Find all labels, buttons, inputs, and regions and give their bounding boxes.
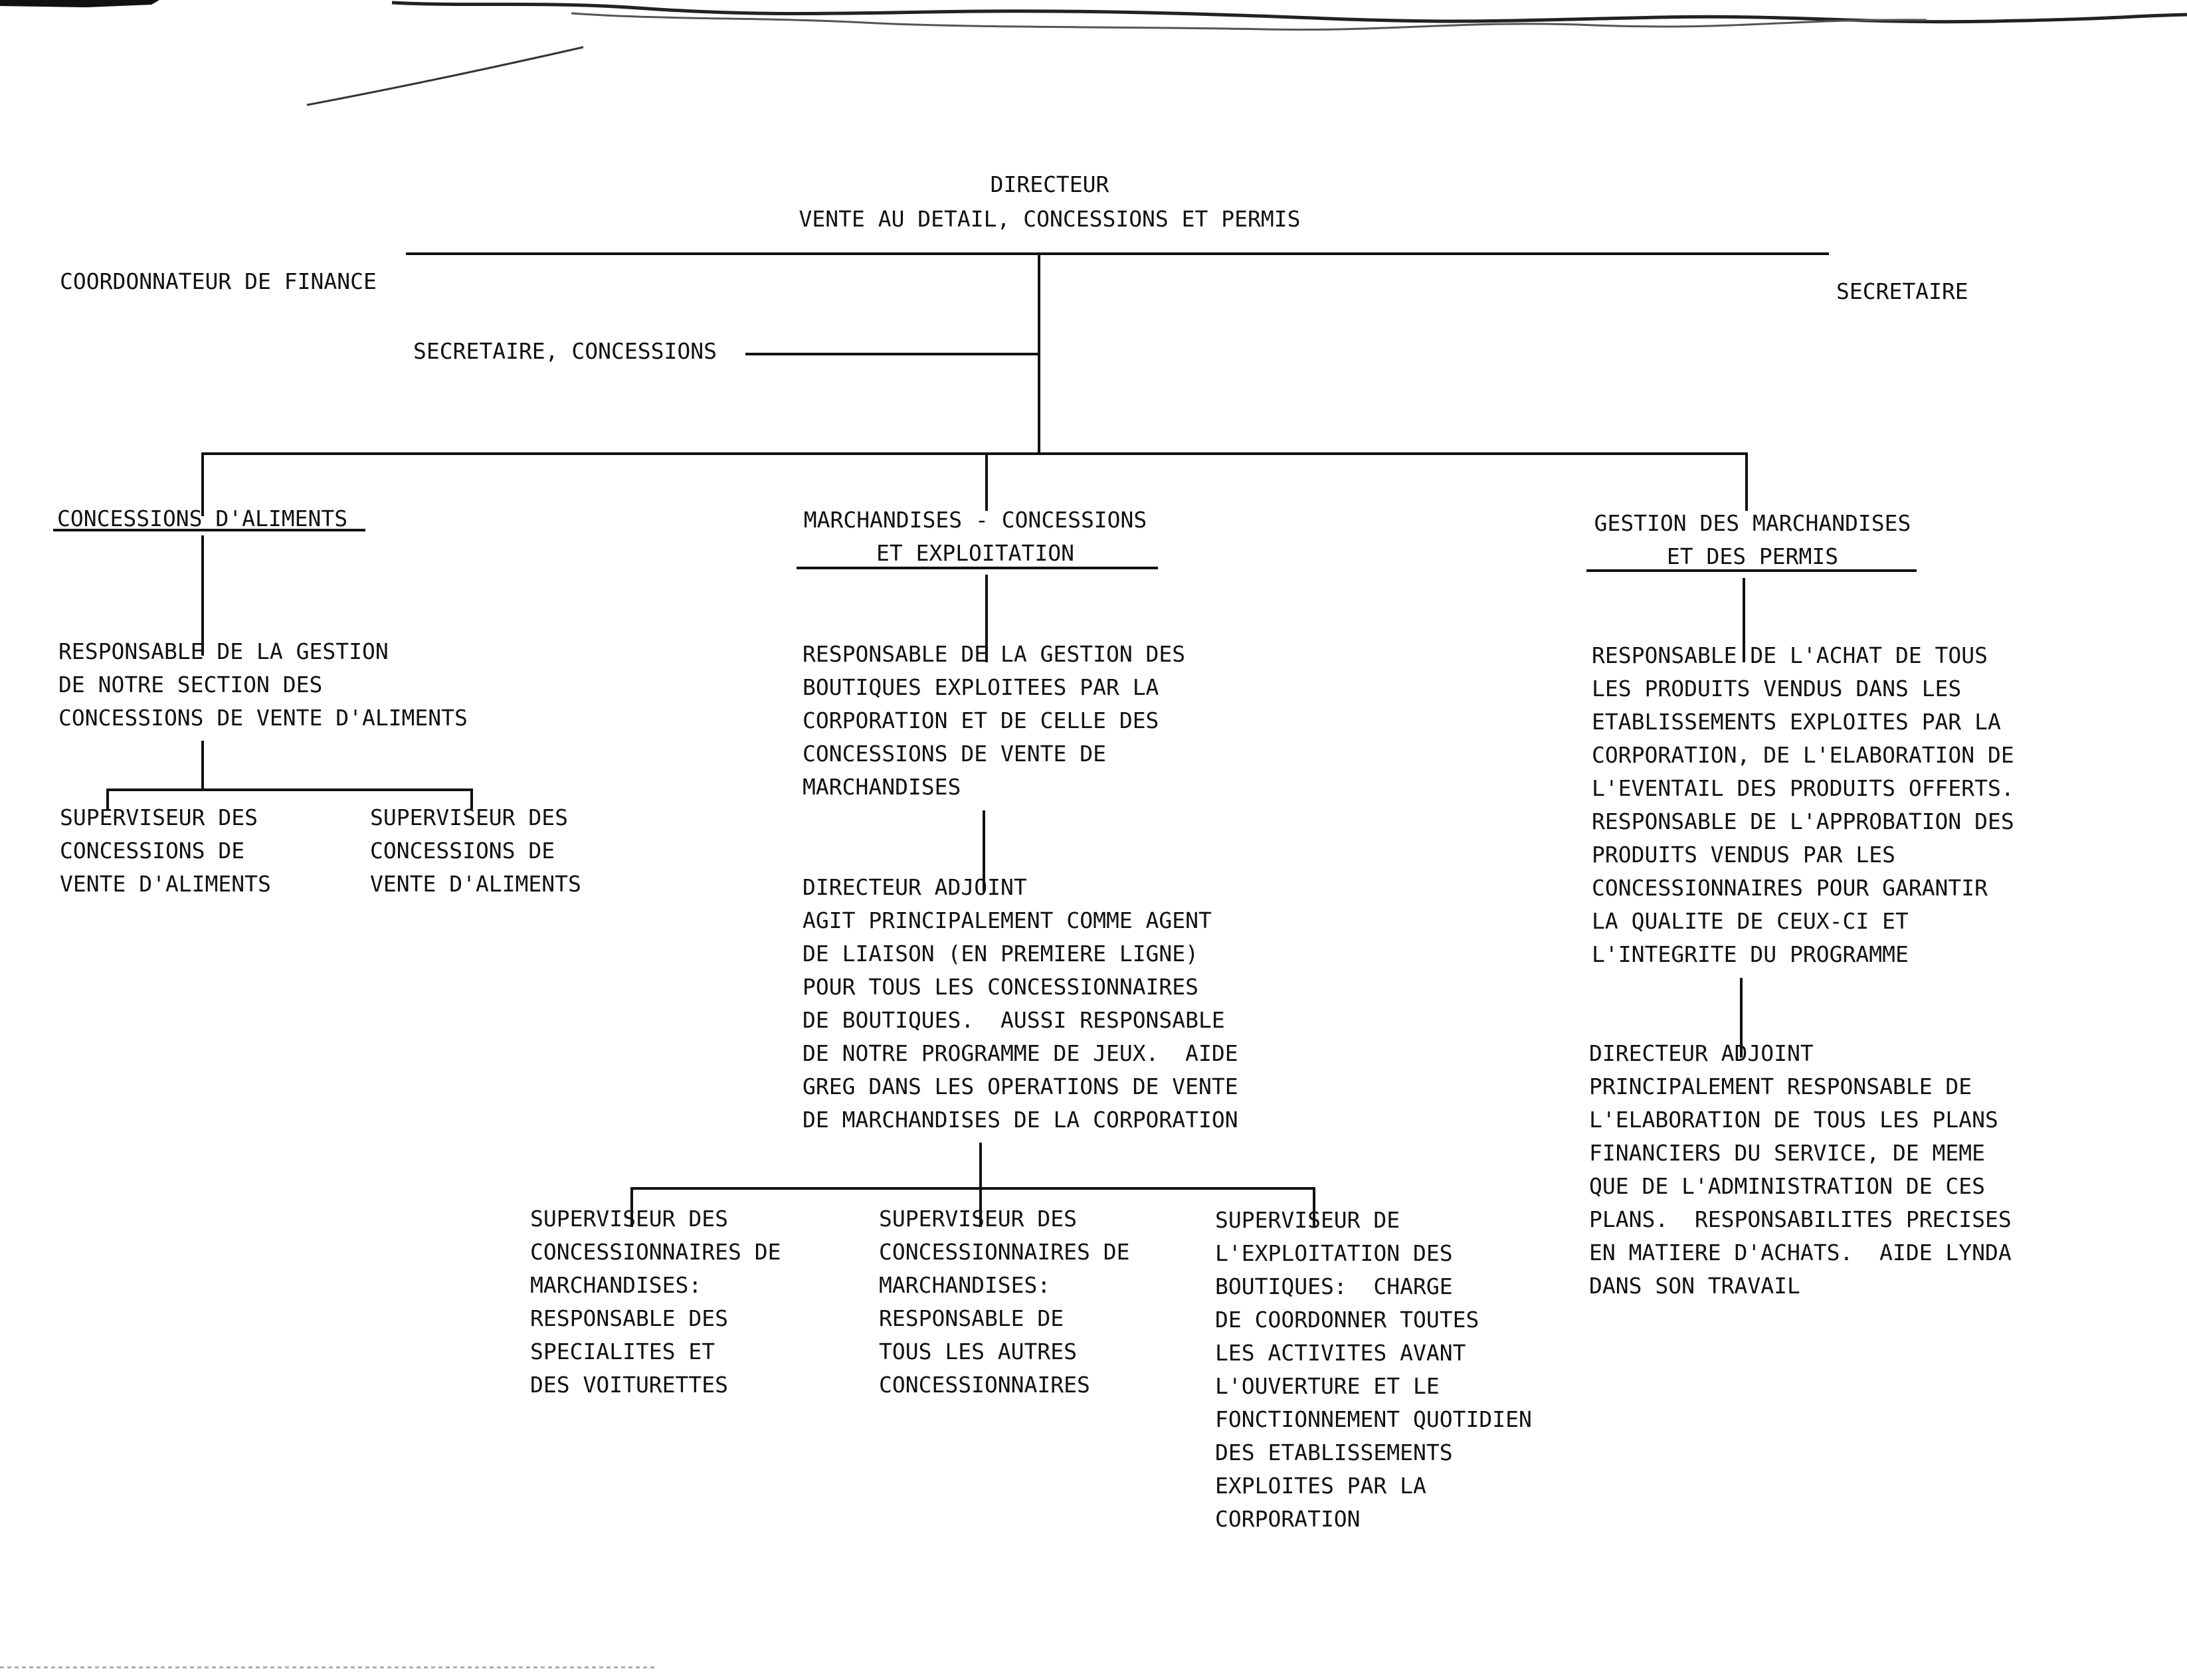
description-line: RESPONSABLE DE LA GESTION DES bbox=[803, 641, 1186, 667]
merchandise-concessions-heading bbox=[796, 504, 1155, 570]
supervisor-line: RESPONSABLE DE bbox=[879, 1305, 1064, 1331]
supervisor-line: BOUTIQUES: CHARGE bbox=[1215, 1273, 1453, 1299]
food-supervisor-box bbox=[60, 801, 271, 901]
scan-stray-line bbox=[307, 47, 583, 105]
supervisor-line: TOUS LES AUTRES bbox=[879, 1339, 1078, 1364]
merchandise-concessions-description bbox=[803, 638, 1185, 804]
merchandise-supervisor-box bbox=[879, 1202, 1130, 1402]
food-supervisor-box bbox=[370, 801, 581, 901]
supervisor-line: RESPONSABLE DES bbox=[530, 1305, 729, 1331]
supervisor-line: CONCESSIONS DE bbox=[370, 838, 555, 864]
supervisor-line: VENTE D'ALIMENTS bbox=[370, 871, 581, 897]
finance-coordinator-label: COORDONNATEUR DE FINANCE bbox=[60, 268, 377, 294]
description-line: ETABLISSEMENTS EXPLOITES PAR LA bbox=[1592, 709, 2001, 735]
supervisor-line: FONCTIONNEMENT QUOTIDIEN bbox=[1215, 1406, 1532, 1432]
director-title-line: DIRECTEUR bbox=[990, 171, 1109, 197]
food-concessions-heading bbox=[57, 502, 347, 535]
assistant-director-line: L'ELABORATION DE TOUS LES PLANS bbox=[1589, 1107, 1998, 1133]
description-line: RESPONSABLE DE L'APPROBATION DES bbox=[1592, 808, 2014, 834]
description-line: CONCESSIONS DE VENTE D'ALIMENTS bbox=[58, 705, 468, 731]
description-line: DE NOTRE SECTION DES bbox=[58, 672, 323, 698]
merchandise-supervisor-box bbox=[530, 1202, 781, 1402]
assistant-director-line: PLANS. RESPONSABILITES PRECISES bbox=[1589, 1206, 2012, 1232]
supervisor-line: SUPERVISEUR DES bbox=[530, 1206, 729, 1232]
supervisor-line: DES VOITURETTES bbox=[530, 1372, 729, 1398]
assistant-director-line: QUE DE L'ADMINISTRATION DE CES bbox=[1589, 1173, 1986, 1199]
assistant-director-line: DIRECTEUR ADJOINT bbox=[1589, 1040, 1814, 1066]
heading-line: ET EXPLOITATION bbox=[876, 540, 1074, 566]
assistant-director-line: DE NOTRE PROGRAMME DE JEUX. AIDE bbox=[803, 1040, 1238, 1066]
director-title bbox=[717, 167, 1382, 236]
description-line: CONCESSIONNAIRES POUR GARANTIR bbox=[1592, 875, 1988, 901]
supervisor-line: CONCESSIONNAIRES DE bbox=[879, 1239, 1130, 1265]
description-line: PRODUITS VENDUS PAR LES bbox=[1592, 842, 1895, 868]
assistant-director-line: EN MATIERE D'ACHATS. AIDE LYNDA bbox=[1589, 1240, 2012, 1265]
description-line: LES PRODUITS VENDUS DANS LES bbox=[1592, 676, 1962, 701]
supervisor-line: L'EXPLOITATION DES bbox=[1215, 1240, 1453, 1266]
supervisor-line: DES ETABLISSEMENTS bbox=[1215, 1440, 1453, 1465]
supervisor-line: EXPLOITES PAR LA bbox=[1215, 1473, 1426, 1499]
scan-corner-artifact bbox=[0, 0, 159, 7]
heading-line: GESTION DES MARCHANDISES bbox=[1594, 510, 1911, 536]
assistant-director-line: DIRECTEUR ADJOINT bbox=[803, 874, 1027, 900]
supervisor-line: CORPORATION bbox=[1215, 1506, 1361, 1532]
assistant-director-line: DANS SON TRAVAIL bbox=[1589, 1273, 1800, 1299]
supervisor-line: CONCESSIONS DE bbox=[60, 838, 245, 864]
description-line: CORPORATION, DE L'ELABORATION DE bbox=[1592, 742, 2014, 768]
description-line: BOUTIQUES EXPLOITEES PAR LA bbox=[803, 674, 1159, 700]
supervisor-line: L'OUVERTURE ET LE bbox=[1215, 1373, 1440, 1399]
supervisor-line: SUPERVISEUR DE bbox=[1215, 1207, 1400, 1233]
supervisor-line: SUPERVISEUR DES bbox=[60, 804, 258, 830]
assistant-director-line: POUR TOUS LES CONCESSIONNAIRES bbox=[803, 974, 1199, 1000]
supervisor-line: SUPERVISEUR DES bbox=[879, 1206, 1078, 1232]
description-line: CONCESSIONS DE VENTE DE bbox=[803, 741, 1106, 767]
assistant-director-line: PRINCIPALEMENT RESPONSABLE DE bbox=[1589, 1073, 1972, 1099]
assistant-director-line: FINANCIERS DU SERVICE, DE MEME bbox=[1589, 1140, 1986, 1166]
operations-supervisor-box bbox=[1215, 1204, 1532, 1536]
supervisor-line: SPECIALITES ET bbox=[530, 1339, 715, 1364]
assistant-director-line: DE MARCHANDISES DE LA CORPORATION bbox=[803, 1107, 1238, 1133]
concessions-secretary-label: SECRETAIRE, CONCESSIONS bbox=[413, 338, 717, 364]
merchandise-permits-heading bbox=[1586, 507, 1919, 573]
description-line: LA QUALITE DE CEUX-CI ET bbox=[1592, 908, 1909, 934]
supervisor-line: LES ACTIVITES AVANT bbox=[1215, 1340, 1466, 1366]
heading-line: ET DES PERMIS bbox=[1666, 543, 1839, 569]
description-line: CORPORATION ET DE CELLE DES bbox=[803, 707, 1159, 733]
supervisor-line: MARCHANDISES: bbox=[530, 1272, 702, 1298]
description-line: L'INTEGRITE DU PROGRAMME bbox=[1592, 941, 1909, 967]
supervisor-line: VENTE D'ALIMENTS bbox=[60, 871, 271, 897]
description-line: RESPONSABLE DE LA GESTION bbox=[58, 638, 389, 664]
assistant-director-line: GREG DANS LES OPERATIONS DE VENTE bbox=[803, 1073, 1238, 1099]
supervisor-line: SUPERVISEUR DES bbox=[370, 804, 569, 830]
assistant-director-line: DE LIAISON (EN PREMIERE LIGNE) bbox=[803, 941, 1199, 967]
heading-line: CONCESSIONS D'ALIMENTS bbox=[57, 506, 348, 531]
assistant-director-line: DE BOUTIQUES. AUSSI RESPONSABLE bbox=[803, 1007, 1225, 1033]
heading-line: MARCHANDISES - CONCESSIONS bbox=[803, 507, 1147, 533]
supervisor-line: CONCESSIONNAIRES bbox=[879, 1372, 1090, 1398]
supervisor-line: DE COORDONNER TOUTES bbox=[1215, 1307, 1479, 1333]
description-line: L'EVENTAIL DES PRODUITS OFFERTS. bbox=[1592, 775, 2014, 801]
supervisor-line: MARCHANDISES: bbox=[879, 1272, 1051, 1298]
merchandise-permits-description bbox=[1592, 639, 2014, 971]
merchandise-assistant-director bbox=[803, 871, 1238, 1137]
supervisor-line: CONCESSIONNAIRES DE bbox=[530, 1239, 781, 1265]
permits-assistant-director bbox=[1589, 1037, 2012, 1303]
director-title-line: VENTE AU DETAIL, CONCESSIONS ET PERMIS bbox=[799, 206, 1301, 232]
secretary-label: SECRETAIRE bbox=[1836, 278, 1968, 304]
description-line: RESPONSABLE DE L'ACHAT DE TOUS bbox=[1592, 642, 1988, 668]
food-concessions-description bbox=[58, 635, 468, 735]
description-line: MARCHANDISES bbox=[803, 774, 961, 800]
assistant-director-line: AGIT PRINCIPALEMENT COMME AGENT bbox=[803, 907, 1212, 933]
